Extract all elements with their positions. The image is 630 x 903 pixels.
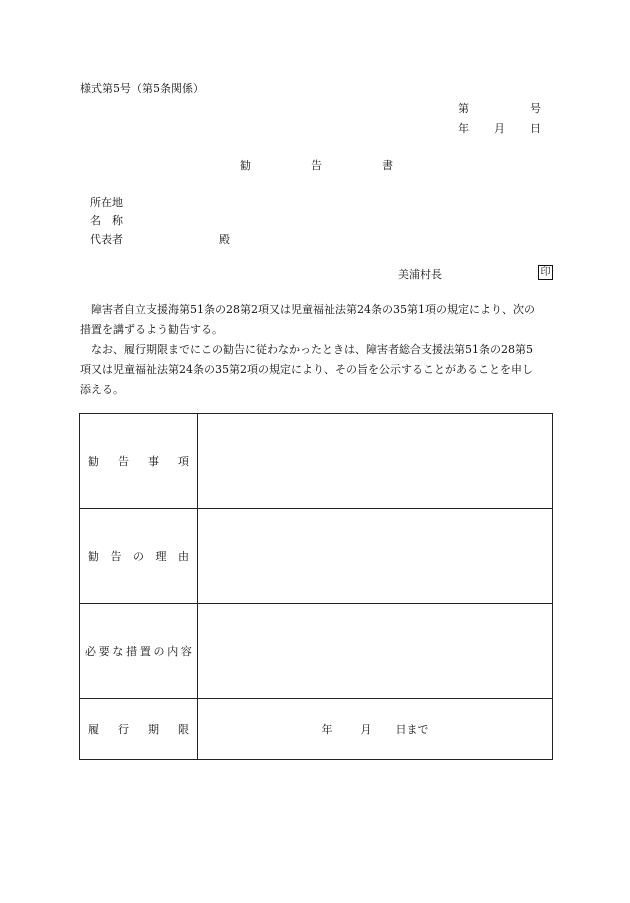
deadline-year: 年 [321,723,333,736]
label-char: 勧 [88,455,99,468]
seal-mark: 印 [538,265,553,280]
name-label: 名 称 [90,214,123,227]
honorific: 殿 [219,233,230,246]
content-deadline[interactable] [198,699,553,760]
label-char: 期 [148,723,159,736]
date-day: 日 [530,122,541,135]
label-char: 勧 [88,550,99,563]
label-char: 限 [178,723,189,736]
issuer-name: 美浦村長 [398,268,442,281]
body-p2-line3: 添える。 [80,383,124,396]
label-char: 理 [155,550,167,563]
date-month: 月 [494,122,505,135]
title-char-1: 勧 [240,159,251,172]
label-char: 行 [118,723,129,736]
deadline-month: 月 [360,723,372,736]
recommendation-table [79,413,553,760]
title-char-2: 告 [311,159,322,172]
label-recommendation-items [80,414,198,509]
deadline-day: 日まで [395,723,429,736]
number-suffix: 号 [530,102,541,115]
label-deadline [80,699,198,760]
table-row [80,604,553,699]
table-row [80,509,553,604]
label-recommendation-reason [80,509,198,604]
content-recommendation-reason[interactable] [198,509,553,604]
label-char: 必 [85,645,96,658]
label-char: 履 [88,723,99,736]
body-p2-line1: なお、履行期限までにこの勧告に従わなかったときは、障害者総合支援法第51条の28第5 [91,343,533,356]
body-paragraphs [80,300,554,400]
label-char: 措 [126,645,138,658]
label-char: 告 [110,550,122,563]
content-recommendation-items[interactable] [198,414,553,509]
label-char: 由 [178,550,189,563]
title-char-3: 書 [382,159,393,172]
label-char: 告 [118,455,129,468]
date-year: 年 [458,122,469,135]
body-p1-line1: 障害者自立支援海第51条の28第2項又は児童福祉法第24条の35第1項の規定により、次の [91,303,535,316]
label-char: 内 [167,645,179,658]
table-row [80,414,553,509]
label-char: の [133,550,144,563]
label-char: 容 [180,645,192,658]
location-label: 所在地 [90,196,123,209]
representative-label: 代表者 [90,233,123,246]
label-char: 要 [98,645,110,658]
label-char: の [153,645,165,658]
body-p1-line2: 措置を講ずるよう勧告する。 [80,323,223,336]
form-id: 様式第5号（第5条関係） [80,82,204,95]
label-char: 項 [178,455,189,468]
label-char: 置 [139,645,151,658]
label-char: 事 [148,455,159,468]
body-p2-line2: 項又は児童福祉法第24条の35第2項の規定により、その旨を公示することがあることを申し [80,363,533,376]
table-row [80,699,553,760]
label-required-measures [80,604,198,699]
content-required-measures[interactable] [198,604,553,699]
label-char: な [112,645,124,658]
number-prefix: 第 [458,102,469,115]
